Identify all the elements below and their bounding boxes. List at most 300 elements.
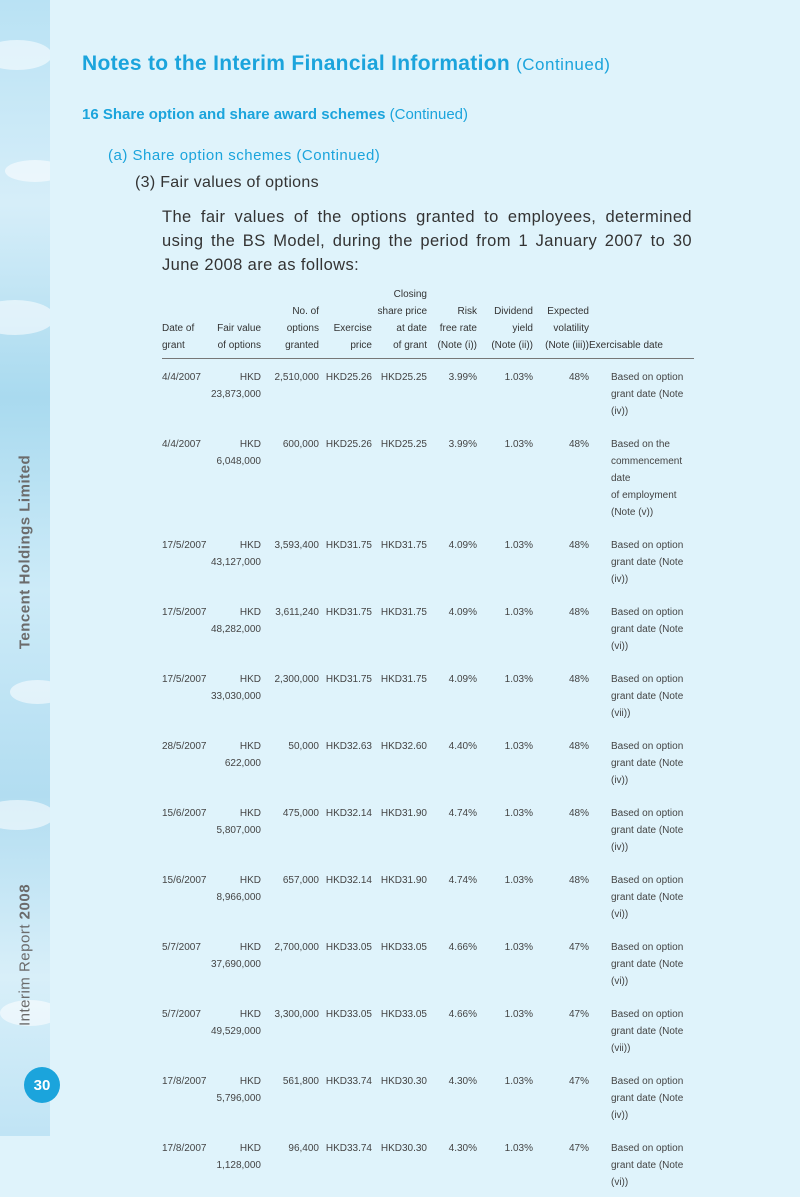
column-header [319,286,372,359]
fair-value-cell-line: 33,030,000 [211,691,261,702]
volatility-cell [533,359,589,427]
grant-date-cell-line: 4/4/2007 [162,372,201,383]
dividend-yield-cell-line: 1.03% [505,372,533,383]
risk-free-rate-cell [427,1063,477,1130]
table-row [162,1130,694,1197]
volatility-cell-line: 48% [569,875,589,886]
options-granted-cell [261,594,319,661]
options-granted-cell-line: 3,300,000 [275,1009,320,1020]
grant-date-cell-line: 17/5/2007 [162,674,207,685]
risk-free-rate-cell [427,795,477,862]
grant-date-cell [162,527,208,594]
options-granted-cell-line: 600,000 [283,439,319,450]
grant-date-cell-line: 5/7/2007 [162,942,201,953]
exercise-price-cell-line: HKD31.75 [326,540,372,551]
exercisable-date-cell-line: commencement date [611,456,682,484]
risk-free-rate-cell-line: 4.74% [449,808,477,819]
column-header-line: of options [218,340,261,351]
exercisable-date-cell-line: grant date (Note (vi)) [611,892,683,920]
dividend-yield-cell [477,527,533,594]
grant-date-cell [162,359,208,427]
fair-value-cell-line: 48,282,000 [211,624,261,635]
grant-date-cell-line: 17/5/2007 [162,607,207,618]
options-granted-cell [261,426,319,527]
closing-price-cell [372,862,427,929]
table-row [162,929,694,996]
volatility-cell [533,1130,589,1197]
exercisable-date-cell [589,1063,694,1130]
exercisable-date-cell [589,594,694,661]
exercisable-date-cell [589,661,694,728]
closing-price-cell [372,426,427,527]
fair-value-cell-line: HKD [240,439,261,450]
volatility-cell-line: 48% [569,540,589,551]
risk-free-rate-cell [427,527,477,594]
fair-value-cell-line: HKD [240,372,261,383]
risk-free-rate-cell-line: 4.09% [449,674,477,685]
fair-value-cell-line: HKD [240,942,261,953]
options-granted-cell [261,728,319,795]
options-granted-cell-line: 96,400 [288,1143,319,1154]
options-granted-cell [261,661,319,728]
page-title-suffix: (Continued) [516,55,610,74]
exercisable-date-cell-line: Based on option [611,942,683,953]
exercise-price-cell [319,795,372,862]
risk-free-rate-cell-line: 4.09% [449,607,477,618]
fair-value-cell-line: HKD [240,741,261,752]
exercisable-date-cell [589,996,694,1063]
exercisable-date-cell-line: Based on option [611,540,683,551]
fair-value-cell [208,1130,261,1197]
column-header [208,286,261,359]
fair-value-cell [208,795,261,862]
closing-price-cell-line: HKD31.75 [381,674,427,685]
subsection-title: (a) Share option schemes (Continued) [108,147,380,164]
closing-price-cell-line: HKD31.75 [381,607,427,618]
risk-free-rate-cell [427,661,477,728]
table-row [162,426,694,527]
exercisable-date-cell [589,862,694,929]
exercise-price-cell-line: HKD32.14 [326,875,372,886]
column-header-line: Date of [162,323,194,334]
risk-free-rate-cell [427,929,477,996]
fair-value-cell-line: HKD [240,875,261,886]
closing-price-cell [372,527,427,594]
exercise-price-cell [319,594,372,661]
exercise-price-cell-line: HKD33.05 [326,942,372,953]
dividend-yield-cell [477,862,533,929]
options-granted-cell [261,862,319,929]
column-header-line: (Note (ii)) [491,340,533,351]
closing-price-cell [372,359,427,427]
fair-value-cell [208,929,261,996]
exercise-price-cell-line: HKD32.14 [326,808,372,819]
risk-free-rate-cell [427,996,477,1063]
table-row [162,862,694,929]
fair-value-cell-line: 5,796,000 [217,1093,262,1104]
risk-free-rate-cell-line: 4.66% [449,942,477,953]
page-title-text: Notes to the Interim Financial Information [82,52,510,75]
closing-price-cell [372,594,427,661]
closing-price-cell-line: HKD25.25 [381,372,427,383]
volatility-cell [533,862,589,929]
exercisable-date-cell [589,795,694,862]
options-granted-cell [261,1063,319,1130]
dividend-yield-cell [477,359,533,427]
grant-date-cell [162,594,208,661]
fair-value-cell-line: 37,690,000 [211,959,261,970]
volatility-cell-line: 48% [569,607,589,618]
column-header-line: grant [162,340,185,351]
risk-free-rate-cell-line: 4.30% [449,1143,477,1154]
exercisable-date-cell [589,1130,694,1197]
column-header [261,286,319,359]
volatility-cell-line: 48% [569,808,589,819]
risk-free-rate-cell [427,1130,477,1197]
fair-value-cell [208,661,261,728]
item-title: (3) Fair values of options [135,174,319,192]
closing-price-cell-line: HKD31.90 [381,875,427,886]
dividend-yield-cell-line: 1.03% [505,607,533,618]
column-header-line: Fair value [217,323,261,334]
volatility-cell [533,795,589,862]
options-granted-cell-line: 3,593,400 [275,540,320,551]
closing-price-cell [372,929,427,996]
volatility-cell-line: 47% [569,1009,589,1020]
risk-free-rate-cell-line: 4.09% [449,540,477,551]
exercisable-date-cell-line: grant date (Note (vi)) [611,1160,683,1188]
exercisable-date-cell-line: grant date (Note (iv)) [611,825,683,853]
closing-price-cell [372,996,427,1063]
dividend-yield-cell-line: 1.03% [505,942,533,953]
section-title-text: 16 Share option and share award schemes [82,106,385,123]
dividend-yield-cell [477,1063,533,1130]
exercise-price-cell-line: HKD31.75 [326,607,372,618]
column-header-line: granted [285,340,319,351]
options-granted-cell [261,527,319,594]
dividend-yield-cell [477,426,533,527]
exercisable-date-cell [589,728,694,795]
risk-free-rate-cell-line: 4.30% [449,1076,477,1087]
exercisable-date-cell-line: Based on the [611,439,670,450]
dividend-yield-cell-line: 1.03% [505,540,533,551]
dividend-yield-cell-line: 1.03% [505,741,533,752]
closing-price-cell-line: HKD30.30 [381,1143,427,1154]
exercise-price-cell [319,1063,372,1130]
exercisable-date-cell-line: grant date (Note (iv)) [611,758,683,786]
dividend-yield-cell-line: 1.03% [505,875,533,886]
grant-date-cell [162,661,208,728]
table-header [162,286,694,359]
closing-price-cell-line: HKD33.05 [381,942,427,953]
column-header [427,286,477,359]
section-title-suffix: (Continued) [390,106,468,123]
intro-paragraph: The fair values of the options granted to employees, determined using the BS Model, during the period from 1 January 2007 to 30 June 2008 are as follows: [162,205,692,277]
fair-value-cell-line: 43,127,000 [211,557,261,568]
cloud-decoration [0,800,50,830]
risk-free-rate-cell [427,426,477,527]
table-row [162,996,694,1063]
dividend-yield-cell-line: 1.03% [505,1143,533,1154]
cloud-decoration [0,40,50,70]
grant-date-cell-line: 17/8/2007 [162,1076,207,1087]
grant-date-cell [162,996,208,1063]
fair-value-cell-line: HKD [240,808,261,819]
options-granted-cell-line: 3,611,240 [275,607,319,618]
fair-value-cell-line: 1,128,000 [217,1160,262,1171]
dividend-yield-cell-line: 1.03% [505,439,533,450]
options-granted-cell [261,929,319,996]
exercisable-date-cell-line: Based on option [611,674,683,685]
exercisable-date-cell-line: Based on option [611,1009,683,1020]
report-year: 2008 [17,884,34,919]
risk-free-rate-cell-line: 4.66% [449,1009,477,1020]
grant-date-cell-line: 15/6/2007 [162,875,207,886]
volatility-cell [533,929,589,996]
dividend-yield-cell [477,728,533,795]
volatility-cell-line: 47% [569,1076,589,1087]
exercisable-date-cell-line: grant date (Note (iv)) [611,1093,683,1121]
column-header-line: (Note (iii)) [545,340,589,351]
fair-value-cell-line: 622,000 [225,758,261,769]
fair-value-cell-line: 49,529,000 [211,1026,261,1037]
exercise-price-cell [319,929,372,996]
exercise-price-cell [319,661,372,728]
cloud-decoration [5,160,50,182]
exercisable-date-cell [589,359,694,427]
exercisable-date-cell-line: grant date (Note (vi)) [611,959,683,987]
closing-price-cell [372,661,427,728]
table-row [162,1063,694,1130]
grant-date-cell [162,426,208,527]
column-header-line: (Note (i)) [438,340,477,351]
exercise-price-cell [319,862,372,929]
grant-date-cell-line: 5/7/2007 [162,1009,201,1020]
grant-date-cell [162,1063,208,1130]
risk-free-rate-cell-line: 4.40% [449,741,477,752]
risk-free-rate-cell [427,359,477,427]
dividend-yield-cell [477,929,533,996]
exercise-price-cell-line: HKD32.63 [326,741,372,752]
risk-free-rate-cell-line: 3.99% [449,439,477,450]
volatility-cell-line: 48% [569,741,589,752]
exercisable-date-cell-line: grant date (Note (vi)) [611,624,683,652]
closing-price-cell [372,1063,427,1130]
options-granted-cell-line: 2,700,000 [275,942,320,953]
column-header [162,286,208,359]
fair-value-cell [208,996,261,1063]
column-header-line: yield [512,323,533,334]
dividend-yield-cell-line: 1.03% [505,808,533,819]
closing-price-cell [372,728,427,795]
options-granted-cell-line: 2,510,000 [275,372,320,383]
exercisable-date-cell-line: grant date (Note (iv)) [611,389,683,417]
report-name [17,884,34,1026]
exercise-price-cell-line: HKD25.26 [326,439,372,450]
dividend-yield-cell-line: 1.03% [505,1076,533,1087]
exercisable-date-cell-line: Based on option [611,372,683,383]
fair-value-table [162,286,694,1197]
grant-date-cell-line: 28/5/2007 [162,741,207,752]
fair-value-cell [208,426,261,527]
fair-value-cell [208,728,261,795]
exercisable-date-cell-line: Based on option [611,741,683,752]
page-title [82,52,610,76]
exercise-price-cell-line: HKD31.75 [326,674,372,685]
volatility-cell [533,996,589,1063]
column-header [533,286,589,359]
dividend-yield-cell-line: 1.03% [505,674,533,685]
options-granted-cell [261,1130,319,1197]
grant-date-cell [162,862,208,929]
fair-value-cell-line: 8,966,000 [217,892,262,903]
grant-date-cell-line: 15/6/2007 [162,808,207,819]
volatility-cell [533,527,589,594]
exercise-price-cell [319,996,372,1063]
table-row [162,359,694,427]
fair-value-cell [208,359,261,427]
column-header-line: options [287,323,319,334]
column-header-line: share price [378,306,427,317]
closing-price-cell-line: HKD32.60 [381,741,427,752]
exercisable-date-cell-line: Based on option [611,875,683,886]
table-row [162,795,694,862]
exercisable-date-cell [589,426,694,527]
closing-price-cell-line: HKD33.05 [381,1009,427,1020]
options-granted-cell-line: 50,000 [288,741,319,752]
table-row [162,594,694,661]
table-row [162,661,694,728]
exercisable-date-cell-line: grant date (Note (iv)) [611,557,683,585]
column-header [589,286,694,359]
exercisable-date-cell [589,527,694,594]
options-granted-cell [261,996,319,1063]
risk-free-rate-cell-line: 3.99% [449,372,477,383]
dividend-yield-cell [477,996,533,1063]
exercise-price-cell [319,728,372,795]
volatility-cell [533,661,589,728]
volatility-cell [533,594,589,661]
section-title [82,106,468,123]
grant-date-cell-line: 17/8/2007 [162,1143,207,1154]
options-granted-cell-line: 561,800 [283,1076,319,1087]
exercisable-date-cell-line: Based on option [611,607,683,618]
exercisable-date-cell-line: Based on option [611,1076,683,1087]
exercise-price-cell-line: HKD33.74 [326,1076,372,1087]
exercise-price-cell [319,359,372,427]
closing-price-cell-line: HKD31.90 [381,808,427,819]
cloud-decoration [0,300,50,335]
fair-value-cell-line: 6,048,000 [217,456,262,467]
fair-value-cell-line: 5,807,000 [217,825,262,836]
volatility-cell-line: 47% [569,942,589,953]
column-header-line: Dividend [494,306,533,317]
grant-date-cell [162,795,208,862]
exercisable-date-cell-line: Based on option [611,1143,683,1154]
risk-free-rate-cell-line: 4.74% [449,875,477,886]
column-header-line: of grant [393,340,427,351]
risk-free-rate-cell [427,594,477,661]
risk-free-rate-cell [427,862,477,929]
cloud-decoration [10,680,50,704]
column-header-line: price [350,340,372,351]
exercisable-date-cell-line: Based on option [611,808,683,819]
fair-value-cell-line: HKD [240,1076,261,1087]
volatility-cell [533,728,589,795]
options-granted-cell-line: 2,300,000 [275,674,320,685]
column-header-line: volatility [553,323,589,334]
exercise-price-cell-line: HKD33.74 [326,1143,372,1154]
closing-price-cell [372,795,427,862]
volatility-cell [533,426,589,527]
fair-value-cell [208,862,261,929]
column-header-line: Exercisable date [589,340,663,351]
grant-date-cell-line: 4/4/2007 [162,439,201,450]
fair-value-cell [208,527,261,594]
volatility-cell-line: 48% [569,439,589,450]
exercisable-date-cell-line: grant date (Note (vii)) [611,1026,683,1054]
fair-value-cell [208,594,261,661]
grant-date-cell [162,1130,208,1197]
grant-date-cell [162,929,208,996]
options-granted-cell-line: 475,000 [283,808,319,819]
exercisable-date-cell-line: of employment (Note (v)) [611,490,677,518]
volatility-cell-line: 47% [569,1143,589,1154]
fair-value-cell-line: 23,873,000 [211,389,261,400]
column-header-line: free rate [440,323,477,334]
report-prefix: Interim Report [17,924,34,1026]
fair-value-cell [208,1063,261,1130]
dividend-yield-cell [477,795,533,862]
exercisable-date-cell [589,929,694,996]
dividend-yield-cell [477,594,533,661]
page-number-badge: 30 [24,1067,60,1103]
company-name: Tencent Holdings Limited [17,455,34,649]
exercise-price-cell [319,527,372,594]
column-header [477,286,533,359]
fair-value-cell-line: HKD [240,1143,261,1154]
fair-value-cell-line: HKD [240,674,261,685]
risk-free-rate-cell [427,728,477,795]
fair-value-cell-line: HKD [240,1009,261,1020]
fair-value-cell-line: HKD [240,607,261,618]
grant-date-cell [162,728,208,795]
dividend-yield-cell-line: 1.03% [505,1009,533,1020]
closing-price-cell-line: HKD30.30 [381,1076,427,1087]
closing-price-cell-line: HKD31.75 [381,540,427,551]
column-header-line: Risk [458,306,477,317]
column-header-line: Exercise [334,323,372,334]
dividend-yield-cell [477,1130,533,1197]
table-row [162,527,694,594]
exercise-price-cell-line: HKD33.05 [326,1009,372,1020]
exercise-price-cell [319,1130,372,1197]
exercise-price-cell [319,426,372,527]
table-header-row [162,286,694,359]
options-granted-cell-line: 657,000 [283,875,319,886]
column-header [372,286,427,359]
options-granted-cell [261,359,319,427]
volatility-cell [533,1063,589,1130]
options-granted-cell [261,795,319,862]
grant-date-cell-line: 17/5/2007 [162,540,207,551]
table-row [162,728,694,795]
column-header-line: Closing [394,289,427,300]
column-header-line: Expected [547,306,589,317]
closing-price-cell-line: HKD25.25 [381,439,427,450]
column-header-line: No. of [292,306,319,317]
volatility-cell-line: 48% [569,674,589,685]
